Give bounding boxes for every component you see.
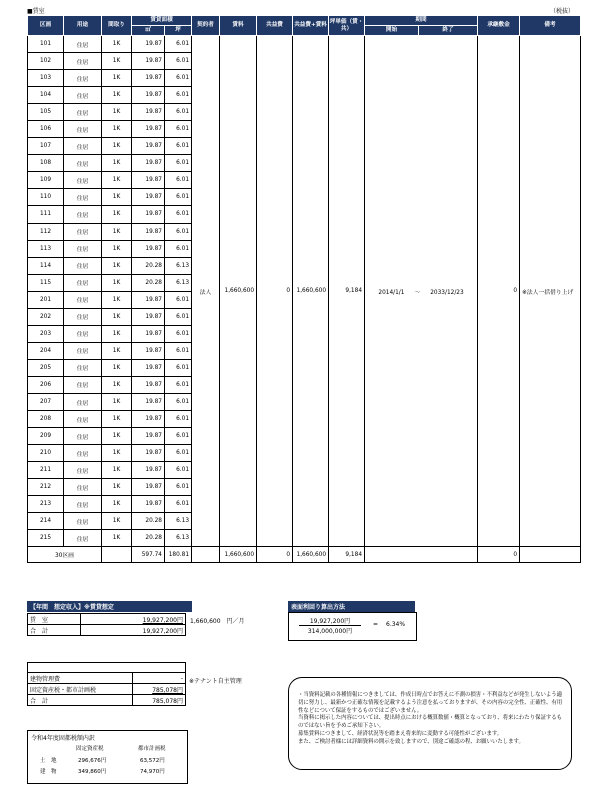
per-tsubo-cell: 9,184 — [329, 36, 365, 547]
unit-cell: 212 — [28, 479, 64, 496]
period-end: 2033/12/23 — [430, 289, 464, 296]
deposit-cell: 0 — [478, 36, 520, 547]
area-m2-cell: 19.87 — [132, 206, 165, 223]
use-cell: 住居 — [64, 240, 102, 257]
area-tsubo-cell: 6.01 — [165, 189, 192, 206]
area-m2-cell: 19.87 — [132, 462, 165, 479]
layout-cell: 1K — [102, 257, 132, 274]
unit-cell: 102 — [28, 53, 64, 70]
tax-col-fixed: 固定資産税 — [76, 746, 104, 752]
unit-cell: 105 — [28, 104, 64, 121]
area-tsubo-cell: 6.01 — [165, 342, 192, 359]
col-tenant: 契約者 — [192, 16, 220, 36]
use-cell: 住居 — [64, 257, 102, 274]
disclaimer-box — [288, 677, 572, 770]
yield-denominator: 314,000,000円 — [307, 628, 353, 635]
unit-cell: 107 — [28, 138, 64, 155]
annual-total-label: 合 計 — [28, 625, 81, 636]
area-m2-cell: 20.28 — [132, 257, 165, 274]
disclaimer-line-1: ・当資料記載の各種情報につきましては、作成日時点でお答えに不測の損害・不利益などが発生しないよう適切に努力し、最新かつ正確な情報を記載するよう注意を払っておりますが、その内容の完全性、正確性、有用性などについて保証をするものではございません。 — [298, 692, 563, 714]
unit-cell: 202 — [28, 308, 64, 325]
tax-land-label: 土 地 — [40, 758, 57, 764]
area-m2-cell: 19.87 — [132, 359, 165, 376]
layout-cell: 1K — [102, 462, 132, 479]
area-m2-cell: 19.87 — [132, 70, 165, 87]
unit-cell: 101 — [28, 36, 64, 53]
unit-cell: 208 — [28, 411, 64, 428]
layout-cell: 1K — [102, 308, 132, 325]
area-m2-cell: 19.87 — [132, 445, 165, 462]
disclaimer-line-3: 募集賃料につきまして、経済状況等を踏まえ将来的に変動する可能性がございます。 — [298, 731, 503, 738]
layout-cell: 1K — [102, 411, 132, 428]
tax-land-city: 63,572円 — [140, 758, 165, 764]
total-empty-layout — [102, 547, 132, 563]
rent-cell: 1,660,600 — [220, 36, 257, 547]
total-deposit: 0 — [478, 547, 520, 563]
use-cell: 住居 — [64, 376, 102, 393]
layout-cell: 1K — [102, 393, 132, 410]
col-area: 賃貸面積 — [132, 16, 192, 26]
use-cell: 住居 — [64, 53, 102, 70]
area-tsubo-cell: 6.01 — [165, 445, 192, 462]
total-empty-remarks — [520, 547, 581, 563]
costs-tax-value: 785,078円 — [133, 684, 186, 695]
area-tsubo-cell: 6.01 — [165, 411, 192, 428]
unit-cell: 104 — [28, 87, 64, 104]
unit-cell: 108 — [28, 155, 64, 172]
unit-cell: 106 — [28, 121, 64, 138]
total-rent: 1,660,600 — [220, 547, 257, 563]
use-cell: 住居 — [64, 138, 102, 155]
col-layout: 間取り — [102, 16, 132, 36]
unit-cell: 201 — [28, 291, 64, 308]
unit-cell: 213 — [28, 496, 64, 513]
unit-cell: 103 — [28, 70, 64, 87]
layout-cell: 1K — [102, 513, 132, 530]
area-m2-cell: 19.87 — [132, 308, 165, 325]
tax-detail-title: 令和4年度固都税額内訳 — [31, 735, 95, 742]
unit-cell: 114 — [28, 257, 64, 274]
area-m2-cell: 19.87 — [132, 172, 165, 189]
area-m2-cell: 20.28 — [132, 513, 165, 530]
use-cell: 住居 — [64, 172, 102, 189]
layout-cell: 1K — [102, 87, 132, 104]
unit-cell: 211 — [28, 462, 64, 479]
yield-equals: = — [373, 621, 379, 628]
area-tsubo-cell: 6.13 — [165, 274, 192, 291]
col-period: 期間 — [365, 16, 478, 26]
costs-total-value: 785,078円 — [133, 695, 186, 706]
area-tsubo-cell: 6.01 — [165, 359, 192, 376]
area-m2-cell: 19.87 — [132, 223, 165, 240]
area-m2-cell: 19.87 — [132, 411, 165, 428]
area-m2-cell: 19.87 — [132, 104, 165, 121]
area-m2-cell: 19.87 — [132, 189, 165, 206]
area-tsubo-cell: 6.01 — [165, 53, 192, 70]
area-tsubo-cell: 6.01 — [165, 462, 192, 479]
layout-cell: 1K — [102, 189, 132, 206]
layout-cell: 1K — [102, 479, 132, 496]
unit-cell: 207 — [28, 393, 64, 410]
annual-monthly: 1,660,600 円／月 — [190, 618, 245, 625]
unit-cell: 115 — [28, 274, 64, 291]
area-m2-cell: 20.28 — [132, 530, 165, 547]
area-m2-cell: 19.87 — [132, 155, 165, 172]
use-cell: 住居 — [64, 428, 102, 445]
use-cell: 住居 — [64, 530, 102, 547]
layout-cell: 1K — [102, 138, 132, 155]
area-tsubo-cell: 6.01 — [165, 206, 192, 223]
use-cell: 住居 — [64, 274, 102, 291]
area-m2-cell: 19.87 — [132, 36, 165, 53]
use-cell: 住居 — [64, 462, 102, 479]
col-per-tsubo: 坪単価（賃・共） — [329, 16, 365, 36]
use-cell: 住居 — [64, 513, 102, 530]
layout-cell: 1K — [102, 496, 132, 513]
col-common: 共益費 — [257, 16, 293, 36]
use-cell: 住居 — [64, 445, 102, 462]
area-m2-cell: 19.87 — [132, 496, 165, 513]
layout-cell: 1K — [102, 240, 132, 257]
layout-cell: 1K — [102, 291, 132, 308]
costs-mgmt-label: 建物管理費 — [28, 673, 133, 684]
use-cell: 住居 — [64, 189, 102, 206]
col-unit: 区画 — [28, 16, 64, 36]
area-tsubo-cell: 6.01 — [165, 428, 192, 445]
unit-cell: 203 — [28, 325, 64, 342]
use-cell: 住居 — [64, 393, 102, 410]
area-m2-cell: 20.28 — [132, 274, 165, 291]
area-tsubo-cell: 6.01 — [165, 308, 192, 325]
use-cell: 住居 — [64, 70, 102, 87]
area-tsubo-cell: 6.01 — [165, 496, 192, 513]
unit-cell: 214 — [28, 513, 64, 530]
use-cell: 住居 — [64, 36, 102, 53]
layout-cell: 1K — [102, 530, 132, 547]
yield-box — [288, 612, 417, 641]
unit-cell: 206 — [28, 376, 64, 393]
layout-cell: 1K — [102, 104, 132, 121]
total-tsubo: 180.81 — [165, 547, 192, 563]
area-tsubo-cell: 6.13 — [165, 530, 192, 547]
unit-cell: 112 — [28, 223, 64, 240]
layout-cell: 1K — [102, 53, 132, 70]
area-m2-cell: 19.87 — [132, 342, 165, 359]
layout-cell: 1K — [102, 36, 132, 53]
layout-cell: 1K — [102, 445, 132, 462]
tax-bldg-label: 建 物 — [40, 769, 57, 775]
annual-rent-value: 19,927,200円 — [81, 614, 186, 625]
tenant-cell: 法人 — [192, 36, 220, 547]
layout-cell: 1K — [102, 274, 132, 291]
annual-rent-label: 賃 室 — [28, 614, 81, 625]
area-tsubo-cell: 6.01 — [165, 393, 192, 410]
unit-cell: 205 — [28, 359, 64, 376]
unit-cell: 209 — [28, 428, 64, 445]
area-m2-cell: 19.87 — [132, 138, 165, 155]
use-cell: 住居 — [64, 325, 102, 342]
layout-cell: 1K — [102, 428, 132, 445]
area-m2-cell: 19.87 — [132, 240, 165, 257]
area-m2-cell: 19.87 — [132, 428, 165, 445]
unit-cell: 111 — [28, 206, 64, 223]
area-tsubo-cell: 6.01 — [165, 104, 192, 121]
remarks-cell: ※法人一括借り上げ — [520, 36, 581, 547]
area-tsubo-cell: 6.01 — [165, 325, 192, 342]
tax-note: （税抜） — [550, 8, 575, 15]
area-m2-cell: 19.87 — [132, 479, 165, 496]
col-area-tsubo: 坪 — [165, 26, 192, 36]
tax-detail-box — [27, 730, 188, 784]
col-remarks: 備考 — [520, 16, 581, 36]
total-per-tsubo: 9,184 — [329, 547, 365, 563]
layout-cell: 1K — [102, 376, 132, 393]
area-tsubo-cell: 6.01 — [165, 223, 192, 240]
unit-cell: 110 — [28, 189, 64, 206]
rent-body — [28, 36, 581, 547]
costs-blank-row — [28, 663, 186, 673]
yield-title: 表面利回り算出方法 — [288, 601, 415, 612]
unit-cell: 113 — [28, 240, 64, 257]
total-rent-common: 1,660,600 — [293, 547, 329, 563]
use-cell: 住居 — [64, 104, 102, 121]
period-start: 2014/1/1 — [378, 289, 405, 296]
area-tsubo-cell: 6.01 — [165, 87, 192, 104]
layout-cell: 1K — [102, 70, 132, 87]
unit-cell: 109 — [28, 172, 64, 189]
use-cell: 住居 — [64, 206, 102, 223]
use-cell: 住居 — [64, 496, 102, 513]
layout-cell: 1K — [102, 121, 132, 138]
area-tsubo-cell: 6.01 — [165, 138, 192, 155]
area-tsubo-cell: 6.01 — [165, 376, 192, 393]
page-title: ■賃室 — [27, 8, 45, 15]
rent-table — [27, 15, 581, 563]
col-end: 終了 — [419, 26, 478, 36]
area-tsubo-cell: 6.01 — [165, 121, 192, 138]
area-m2-cell: 19.87 — [132, 325, 165, 342]
col-rent-common: 共益費+賃料 — [293, 16, 329, 36]
area-tsubo-cell: 6.01 — [165, 479, 192, 496]
total-common: 0 — [257, 547, 293, 563]
unit-cell: 210 — [28, 445, 64, 462]
tax-bldg-city: 74,970円 — [140, 769, 165, 775]
area-tsubo-cell: 6.01 — [165, 291, 192, 308]
tax-col-city: 都市計画税 — [138, 746, 166, 752]
costs-total-label: 合 計 — [28, 695, 133, 706]
disclaimer-line-4: また、ご検討者様には詳細資料の開示を致しますので、別途ご確認の程、お願いいたします。 — [298, 738, 524, 745]
yield-numerator: 19,927,200円 — [299, 616, 361, 626]
annual-title: 【年間 想定収入】※賃貸想定 — [27, 601, 192, 612]
unit-cell: 204 — [28, 342, 64, 359]
area-tsubo-cell: 6.13 — [165, 513, 192, 530]
common-cell: 0 — [257, 36, 293, 547]
area-m2-cell: 19.87 — [132, 393, 165, 410]
costs-mgmt-note: ※テナント自主管理 — [189, 678, 242, 685]
annual-table — [27, 613, 186, 636]
use-cell: 住居 — [64, 411, 102, 428]
area-m2-cell: 19.87 — [132, 53, 165, 70]
area-tsubo-cell: 6.01 — [165, 36, 192, 53]
area-tsubo-cell: 6.01 — [165, 155, 192, 172]
layout-cell: 1K — [102, 172, 132, 189]
costs-table — [27, 662, 186, 706]
area-tsubo-cell: 6.01 — [165, 172, 192, 189]
total-label: 30区画 — [28, 547, 102, 563]
yield-result: 6.34% — [386, 621, 406, 628]
total-empty-tenant — [192, 547, 220, 563]
costs-tax-label: 固定資産税・都市計画税 — [28, 684, 133, 695]
use-cell: 住居 — [64, 87, 102, 104]
area-m2-cell: 19.87 — [132, 376, 165, 393]
col-start: 開始 — [365, 26, 419, 36]
tax-bldg-fixed: 349,860円 — [78, 769, 107, 775]
layout-cell: 1K — [102, 342, 132, 359]
use-cell: 住居 — [64, 155, 102, 172]
tax-land-fixed: 296,676円 — [78, 758, 107, 764]
use-cell: 住居 — [64, 223, 102, 240]
annual-total-value: 19,927,200円 — [81, 625, 186, 636]
disclaimer-line-2: 当資料に掲示した内容については、提出時点における概算数値・概算となっており、将来にわたり保証するものではない旨を予めご承知下さい。 — [298, 715, 563, 730]
area-m2-cell: 19.87 — [132, 291, 165, 308]
use-cell: 住居 — [64, 359, 102, 376]
area-tsubo-cell: 6.01 — [165, 240, 192, 257]
area-m2-cell: 19.87 — [132, 87, 165, 104]
layout-cell: 1K — [102, 206, 132, 223]
table-row — [28, 36, 581, 53]
area-m2-cell: 19.87 — [132, 121, 165, 138]
use-cell: 住居 — [64, 291, 102, 308]
use-cell: 住居 — [64, 342, 102, 359]
total-m2: 597.74 — [132, 547, 165, 563]
unit-cell: 215 — [28, 530, 64, 547]
col-area-m2: ㎡ — [132, 26, 165, 36]
total-empty-period — [365, 547, 478, 563]
use-cell: 住居 — [64, 308, 102, 325]
period-cell — [365, 36, 478, 547]
use-cell: 住居 — [64, 479, 102, 496]
area-tsubo-cell: 6.13 — [165, 257, 192, 274]
use-cell: 住居 — [64, 121, 102, 138]
col-use: 用途 — [64, 16, 102, 36]
total-row — [28, 547, 581, 563]
layout-cell: 1K — [102, 325, 132, 342]
layout-cell: 1K — [102, 223, 132, 240]
layout-cell: 1K — [102, 155, 132, 172]
col-deposit: 承継敷金 — [478, 16, 520, 36]
period-tilde: 〜 — [414, 289, 421, 296]
col-rent: 賃料 — [220, 16, 257, 36]
layout-cell: 1K — [102, 359, 132, 376]
costs-mgmt-value: - — [133, 673, 186, 684]
area-tsubo-cell: 6.01 — [165, 70, 192, 87]
rent-common-cell: 1,660,600 — [293, 36, 329, 547]
